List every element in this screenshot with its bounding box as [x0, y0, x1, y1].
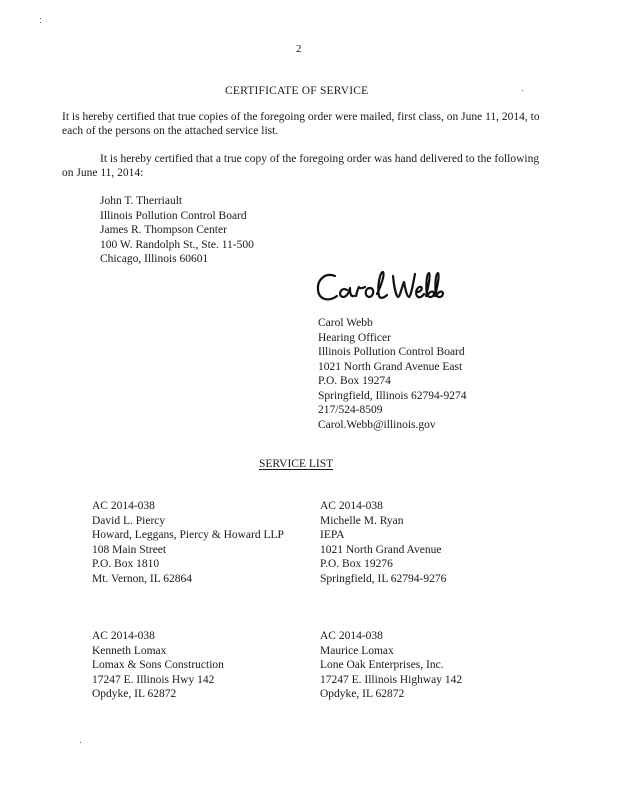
contact-name: Kenneth Lomax — [92, 644, 167, 657]
service-entry-ryan — [320, 499, 446, 586]
recipient-address-block — [100, 194, 254, 267]
certificate-paragraph-mailed: It is hereby certified that true copies of the foregoing order were mailed, first class, on June 11, 2014, to each of the persons on the attached service list. — [62, 111, 540, 137]
contact-organization: Lone Oak Enterprises, Inc. — [320, 659, 444, 671]
handwritten-signature — [313, 266, 449, 310]
contact-po-box: P.O. Box 1810 — [92, 558, 160, 570]
contact-street: 17247 E. Illinois Hwy 142 — [92, 673, 215, 686]
case-number: AC 2014-038 — [92, 630, 155, 642]
certificate-title: CERTIFICATE OF SERVICE — [225, 85, 369, 97]
contact-name: Maurice Lomax — [320, 644, 394, 657]
scan-speck — [40, 22, 41, 23]
page-number: 2 — [296, 43, 302, 55]
contact-city: Opdyke, IL 62872 — [92, 688, 177, 700]
contact-city: Opdyke, IL 62872 — [320, 688, 405, 700]
recipient-city: Chicago, Illinois 60601 — [100, 253, 209, 265]
contact-street: 1021 North Grand Avenue — [320, 543, 442, 556]
contact-po-box: P.O. Box 19276 — [320, 558, 393, 570]
contact-organization: IEPA — [320, 529, 345, 541]
contact-city: Mt. Vernon, IL 62864 — [92, 572, 192, 585]
recipient-name: John T. Therriault — [100, 195, 183, 207]
service-list-title: SERVICE LIST — [259, 458, 334, 470]
service-entry-kenneth-lomax — [92, 629, 224, 702]
signer-phone: 217/524-8509 — [318, 404, 383, 416]
contact-name: David L. Piercy — [92, 514, 166, 527]
signer-name: Carol Webb — [318, 317, 373, 329]
case-number: AC 2014-038 — [320, 500, 383, 512]
scan-speck — [522, 90, 523, 91]
scan-speck — [80, 742, 81, 743]
recipient-street: 100 W. Randolph St., Ste. 11-500 — [100, 238, 254, 251]
signer-title: Hearing Officer — [318, 331, 391, 344]
signer-organization: Illinois Pollution Control Board — [318, 346, 465, 358]
contact-organization: Howard, Leggans, Piercy & Howard LLP — [92, 529, 284, 541]
contact-street: 17247 E. Illinois Highway 142 — [320, 673, 463, 686]
contact-street: 108 Main Street — [92, 543, 167, 556]
recipient-organization: Illinois Pollution Control Board — [100, 209, 247, 222]
case-number: AC 2014-038 — [92, 500, 155, 512]
signer-street: 1021 North Grand Avenue East — [318, 360, 463, 373]
contact-name: Michelle M. Ryan — [320, 514, 404, 527]
signer-block — [318, 316, 467, 432]
recipient-building: James R. Thompson Center — [100, 224, 227, 236]
paragraph-text: It is hereby certified that a true copy of the foregoing order was hand delivered to the following on June 11, 2014: — [62, 153, 540, 179]
signer-email: Carol.Webb@illinois.gov — [318, 418, 436, 431]
scan-speck — [40, 18, 41, 19]
service-entry-piercy — [92, 499, 284, 586]
contact-city: Springfield, IL 62794-9276 — [320, 572, 447, 585]
case-number: AC 2014-038 — [320, 630, 383, 642]
contact-organization: Lomax & Sons Construction — [92, 659, 224, 671]
signer-city: Springfield, Illinois 62794-9274 — [318, 389, 467, 402]
service-entry-maurice-lomax — [320, 629, 462, 702]
certificate-paragraph-hand-delivered — [62, 152, 542, 180]
signer-po-box: P.O. Box 19274 — [318, 375, 391, 387]
